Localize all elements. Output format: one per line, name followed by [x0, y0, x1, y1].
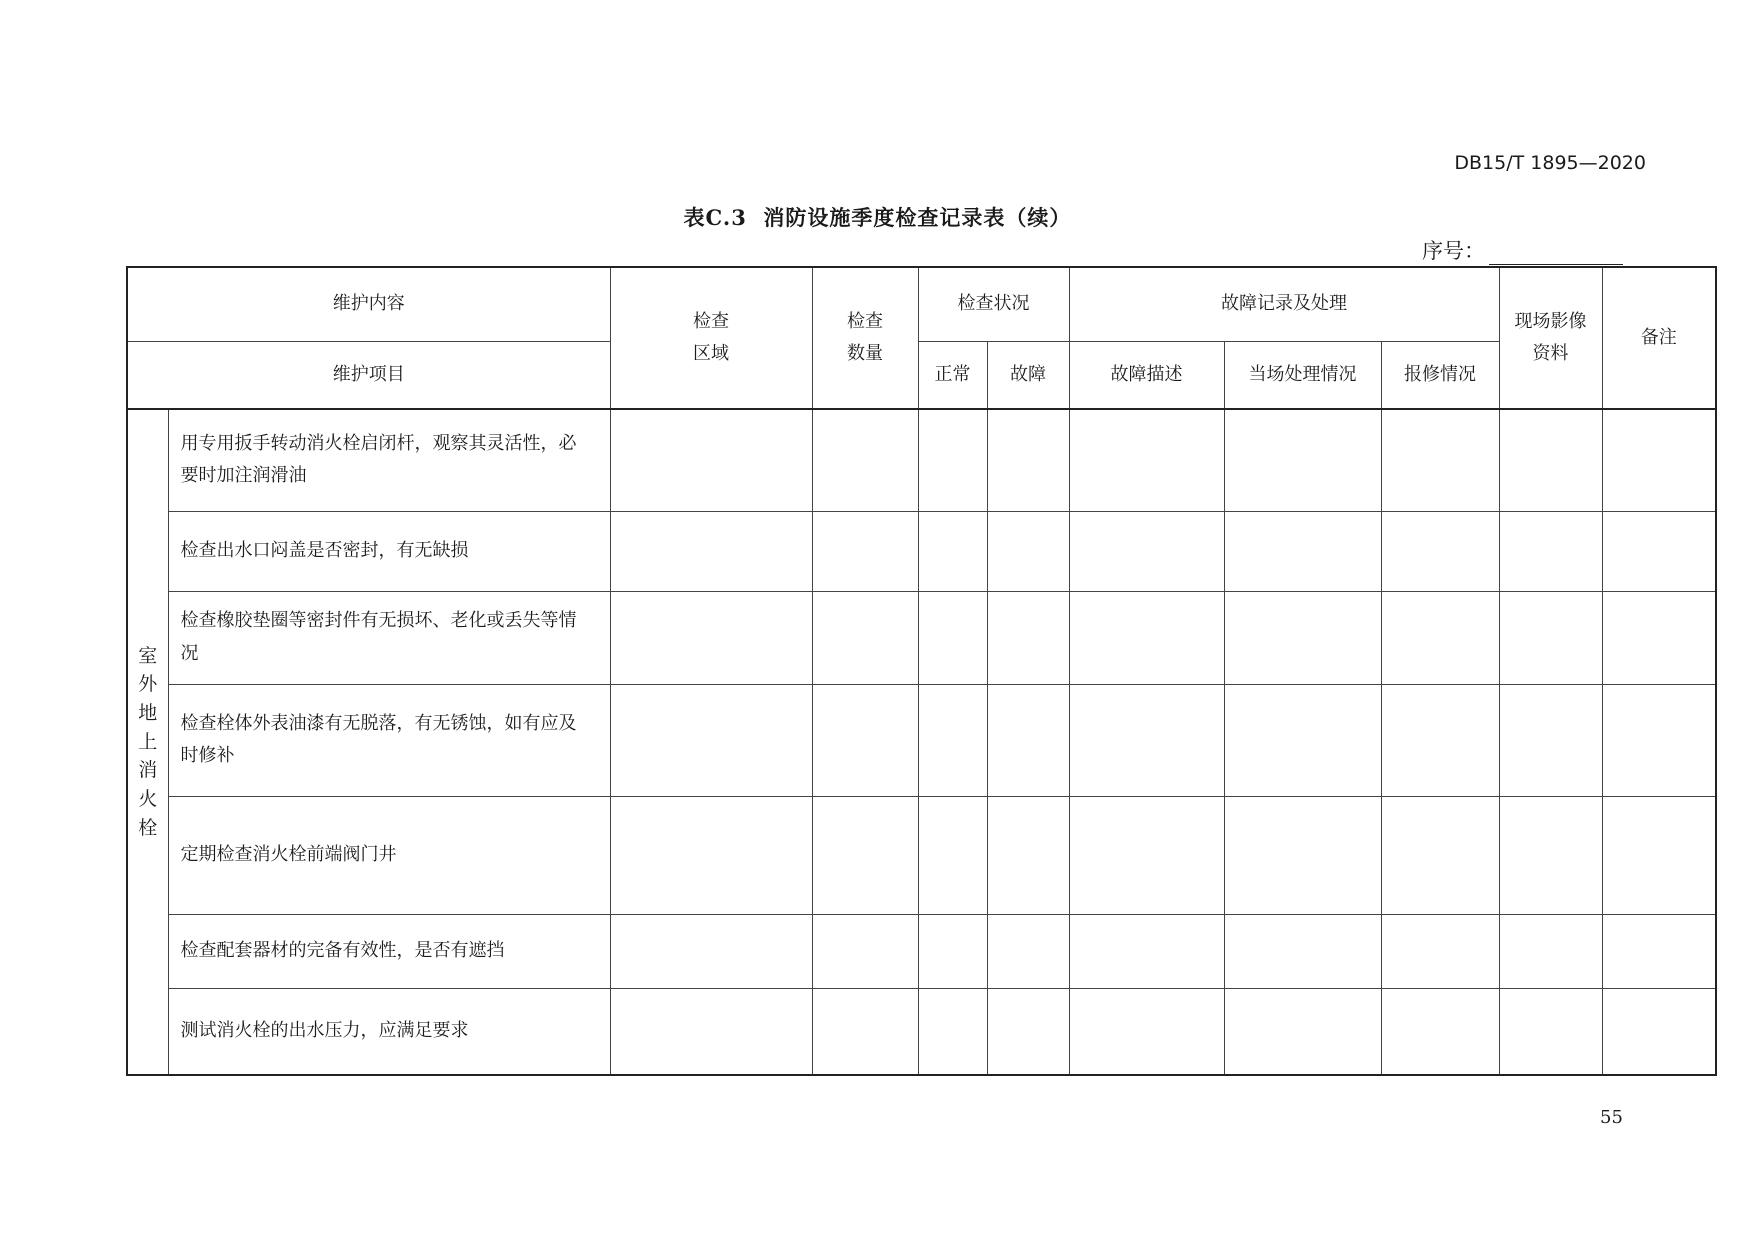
fault-cell[interactable] — [987, 684, 1069, 796]
onsite-handling-cell[interactable] — [1224, 796, 1381, 914]
header-quantity — [812, 267, 918, 409]
repair-cell[interactable] — [1381, 988, 1499, 1075]
header-repair-status: 报修情况 — [1381, 341, 1499, 409]
item-text: 检查出水口闷盖是否密封，有无缺损 — [180, 539, 469, 561]
item-text: 用专用扳手转动消火栓启闭杆，观察其灵活性，必 — [180, 432, 577, 454]
item-text: 测试消火栓的出水压力，应满足要求 — [180, 1020, 469, 1042]
remarks-cell[interactable] — [1602, 511, 1716, 591]
header-fault-group: 故障记录及处理 — [1069, 267, 1499, 341]
item-text: 检查配套器材的完备有效性，是否有遮挡 — [180, 939, 505, 961]
fault-cell[interactable] — [987, 409, 1069, 511]
item-text: 要时加注润滑油 — [180, 465, 307, 487]
area-cell[interactable] — [610, 914, 812, 988]
fault-description-cell[interactable] — [1069, 988, 1224, 1075]
item-text: 检查栓体外表油漆有无脱落，有无锈蚀，如有应及 — [180, 712, 577, 734]
header-onsite-handling: 当场处理情况 — [1224, 341, 1381, 409]
category-char: 火 — [138, 788, 158, 811]
category-char: 消 — [138, 759, 158, 782]
item-text: 况 — [180, 642, 199, 664]
area-cell[interactable] — [610, 684, 812, 796]
image-cell[interactable] — [1499, 684, 1602, 796]
fault-cell[interactable] — [987, 988, 1069, 1075]
onsite-handling-cell[interactable] — [1224, 591, 1381, 684]
quantity-cell[interactable] — [812, 511, 918, 591]
remarks-cell[interactable] — [1602, 988, 1716, 1075]
item-text: 检查橡胶垫圈等密封件有无损坏、老化或丢失等情 — [180, 610, 577, 632]
onsite-handling-cell[interactable] — [1224, 511, 1381, 591]
header-quantity-line1: 检查 — [847, 310, 883, 332]
fault-description-cell[interactable] — [1069, 511, 1224, 591]
fault-description-cell[interactable] — [1069, 409, 1224, 511]
remarks-cell[interactable] — [1602, 684, 1716, 796]
category-char: 栓 — [138, 816, 158, 839]
remarks-cell[interactable] — [1602, 796, 1716, 914]
category-char: 室 — [138, 644, 158, 667]
header-status-fault: 故障 — [987, 341, 1069, 409]
serial-number-label: 序号： — [1422, 239, 1485, 263]
normal-cell[interactable] — [918, 684, 987, 796]
quantity-cell[interactable] — [812, 988, 918, 1075]
item-text: 时修补 — [180, 745, 235, 766]
item-cell — [168, 591, 610, 684]
fault-cell[interactable] — [987, 591, 1069, 684]
image-cell[interactable] — [1499, 796, 1602, 914]
page-number: 55 — [1600, 1107, 1623, 1128]
fault-cell[interactable] — [987, 511, 1069, 591]
header-maintenance-item: 维护项目 — [127, 341, 610, 409]
item-cell — [168, 796, 610, 914]
category-cell — [127, 409, 168, 1075]
header-status-normal: 正常 — [918, 341, 987, 409]
header-quantity-line2: 数量 — [847, 343, 883, 364]
category-char: 地 — [138, 701, 158, 724]
header-status: 检查状况 — [918, 267, 1069, 341]
repair-cell[interactable] — [1381, 591, 1499, 684]
header-fault-description: 故障描述 — [1069, 341, 1224, 409]
normal-cell[interactable] — [918, 591, 987, 684]
quantity-cell[interactable] — [812, 684, 918, 796]
table-row — [127, 796, 1716, 914]
header-row-1 — [127, 267, 1716, 341]
record-table — [126, 266, 1717, 1076]
image-cell[interactable] — [1499, 914, 1602, 988]
serial-number-blank — [1489, 242, 1623, 265]
image-cell[interactable] — [1499, 511, 1602, 591]
quantity-cell[interactable] — [812, 409, 918, 511]
header-maintenance-content: 维护内容 — [127, 267, 610, 341]
repair-cell[interactable] — [1381, 511, 1499, 591]
header-area — [610, 267, 812, 409]
repair-cell[interactable] — [1381, 914, 1499, 988]
fault-cell[interactable] — [987, 914, 1069, 988]
onsite-handling-cell[interactable] — [1224, 914, 1381, 988]
header-area-line1: 检查 — [693, 310, 729, 332]
normal-cell[interactable] — [918, 511, 987, 591]
table-row — [127, 914, 1716, 988]
area-cell[interactable] — [610, 591, 812, 684]
normal-cell[interactable] — [918, 409, 987, 511]
table-row — [127, 511, 1716, 591]
remarks-cell[interactable] — [1602, 409, 1716, 511]
area-cell[interactable] — [610, 409, 812, 511]
fault-description-cell[interactable] — [1069, 591, 1224, 684]
header-remarks: 备注 — [1602, 267, 1716, 409]
quantity-cell[interactable] — [812, 591, 918, 684]
fault-cell[interactable] — [987, 796, 1069, 914]
item-cell — [168, 988, 610, 1075]
fault-description-cell[interactable] — [1069, 914, 1224, 988]
item-cell — [168, 511, 610, 591]
item-cell — [168, 684, 610, 796]
category-char: 外 — [138, 673, 158, 696]
quantity-cell[interactable] — [812, 914, 918, 988]
table-row — [127, 409, 1716, 511]
image-cell[interactable] — [1499, 988, 1602, 1075]
header-area-line2: 区域 — [693, 343, 729, 364]
area-cell[interactable] — [610, 511, 812, 591]
area-cell[interactable] — [610, 988, 812, 1075]
onsite-handling-cell[interactable] — [1224, 684, 1381, 796]
normal-cell[interactable] — [918, 988, 987, 1075]
onsite-handling-cell[interactable] — [1224, 409, 1381, 511]
item-cell — [168, 409, 610, 511]
repair-cell[interactable] — [1381, 684, 1499, 796]
fault-description-cell[interactable] — [1069, 684, 1224, 796]
header-image — [1499, 267, 1602, 409]
normal-cell[interactable] — [918, 796, 987, 914]
remarks-cell[interactable] — [1602, 591, 1716, 684]
quantity-cell[interactable] — [812, 796, 918, 914]
standard-code: DB15/T 1895—2020 — [1454, 152, 1646, 174]
serial-number-field — [1422, 235, 1623, 265]
table-row — [127, 684, 1716, 796]
header-image-line1: 现场影像 — [1514, 310, 1587, 332]
table-title: 表C.3 消防设施季度检查记录表（续） — [683, 205, 1072, 230]
area-cell[interactable] — [610, 796, 812, 914]
onsite-handling-cell[interactable] — [1224, 988, 1381, 1075]
item-text: 定期检查消火栓前端阀门井 — [180, 843, 397, 865]
category-char: 上 — [138, 730, 158, 753]
item-cell — [168, 914, 610, 988]
image-cell[interactable] — [1499, 409, 1602, 511]
repair-cell[interactable] — [1381, 796, 1499, 914]
table-row — [127, 988, 1716, 1075]
repair-cell[interactable] — [1381, 409, 1499, 511]
header-image-line2: 资料 — [1532, 343, 1569, 364]
header-row-2 — [127, 341, 1716, 409]
normal-cell[interactable] — [918, 914, 987, 988]
table-row — [127, 591, 1716, 684]
fault-description-cell[interactable] — [1069, 796, 1224, 914]
remarks-cell[interactable] — [1602, 914, 1716, 988]
image-cell[interactable] — [1499, 591, 1602, 684]
